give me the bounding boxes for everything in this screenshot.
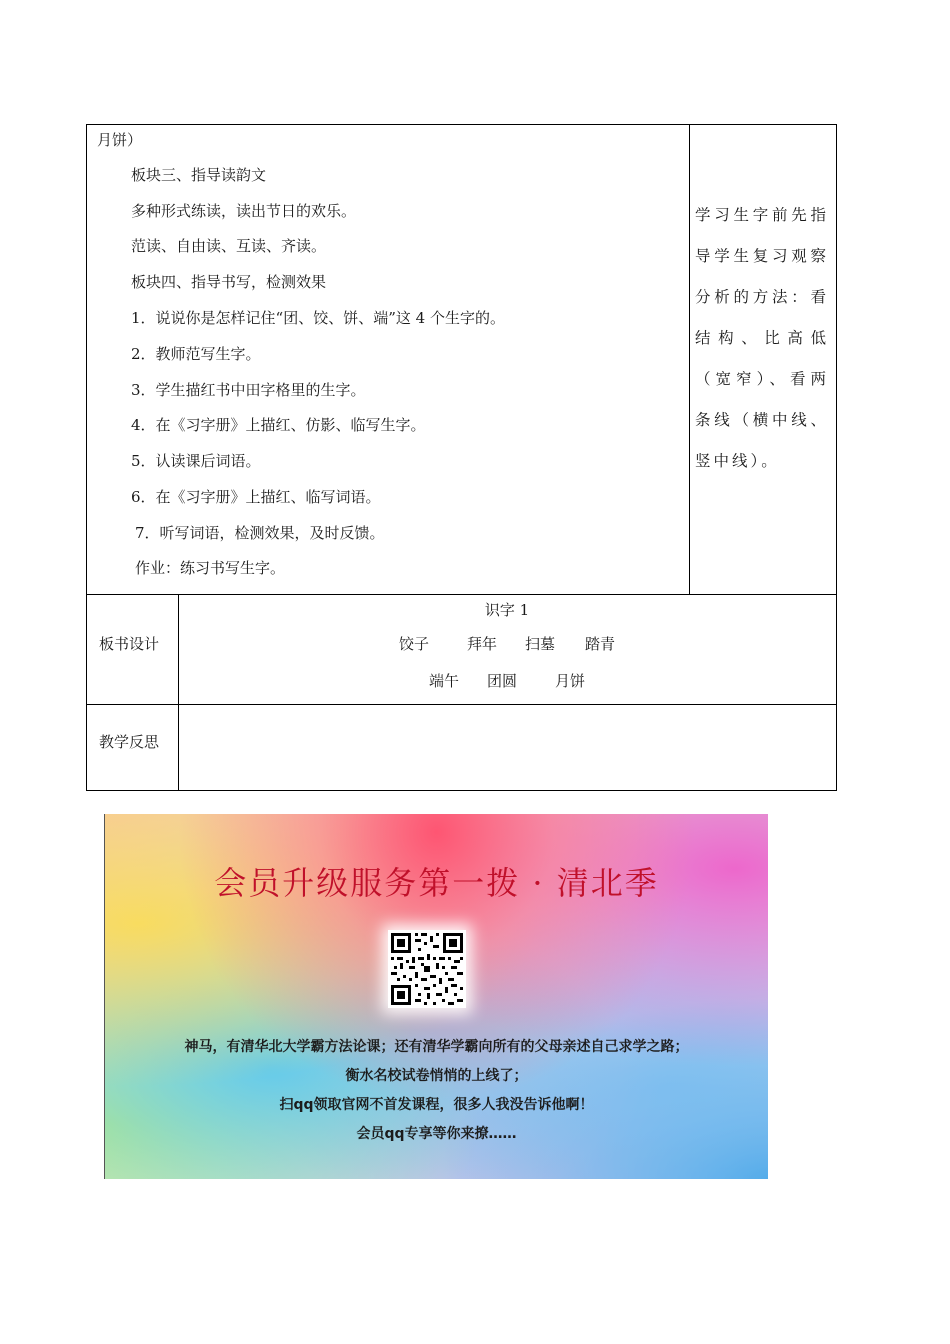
qr-code[interactable]	[388, 930, 466, 1008]
board-design-label: 板书设计	[99, 635, 160, 653]
row-divider-2	[87, 704, 836, 705]
board-word: 端午	[429, 672, 460, 690]
promo-line: 神马，有清华北大学霸方法论课；还有清华学霸向所有的父母亲述自己求学之路；	[184, 1039, 689, 1055]
board-word: 拜年	[467, 635, 498, 653]
board-word: 扫墓	[525, 635, 556, 653]
row-divider-1	[87, 594, 836, 595]
lesson-line: 月饼）	[97, 131, 143, 149]
board-word: 踏青	[585, 635, 616, 653]
promo-line: 衡水名校试卷悄悄的上线了；	[345, 1068, 528, 1084]
lesson-line: 1．说说你是怎样记住“团、饺、饼、端”这 4 个生字的。	[131, 309, 505, 327]
reflection-label: 教学反思	[99, 733, 160, 751]
lesson-line: 6．在《习字册》上描红、临写词语。	[131, 488, 381, 506]
qr-code-icon	[388, 930, 466, 1008]
promo-line: 扫qq领取官网不首发课程，很多人我没告诉他啊！	[279, 1097, 594, 1113]
board-word: 饺子	[399, 635, 430, 653]
teaching-note: 学习生字前先指导学生复习观察分析的方法：看结构、比高低（宽窄）、看两条线（横中线、竖中线）。	[695, 206, 829, 470]
lesson-line: 板块三、指导读韵文	[131, 166, 267, 184]
lesson-line: 5．认读课后词语。	[131, 452, 261, 470]
promo-banner[interactable]	[104, 814, 768, 1179]
lesson-line: 2．教师范写生字。	[131, 345, 261, 363]
lesson-line: 4．在《习字册》上描红、仿影、临写生字。	[131, 416, 426, 434]
banner-title: 会员升级服务第一拨 · 清北季	[214, 864, 659, 902]
note-column-divider	[689, 125, 690, 594]
board-word: 团圆	[487, 672, 518, 690]
promo-line: 会员qq专享等你来撩……	[356, 1126, 517, 1142]
lesson-line: 多种形式练读，读出节日的欢乐。	[131, 202, 357, 220]
lesson-line: 7．听写词语，检测效果，及时反馈。	[135, 524, 385, 542]
lesson-table	[86, 124, 837, 791]
lesson-line: 3．学生描红书中田字格里的生字。	[131, 381, 366, 399]
lesson-line: 作业：练习书写生字。	[135, 559, 286, 577]
lesson-line: 板块四、指导书写，检测效果	[131, 273, 327, 291]
board-title: 识字 1	[484, 601, 530, 619]
lesson-line: 范读、自由读、互读、齐读。	[131, 237, 327, 255]
board-word: 月饼	[555, 672, 586, 690]
label-column-divider	[178, 594, 179, 790]
